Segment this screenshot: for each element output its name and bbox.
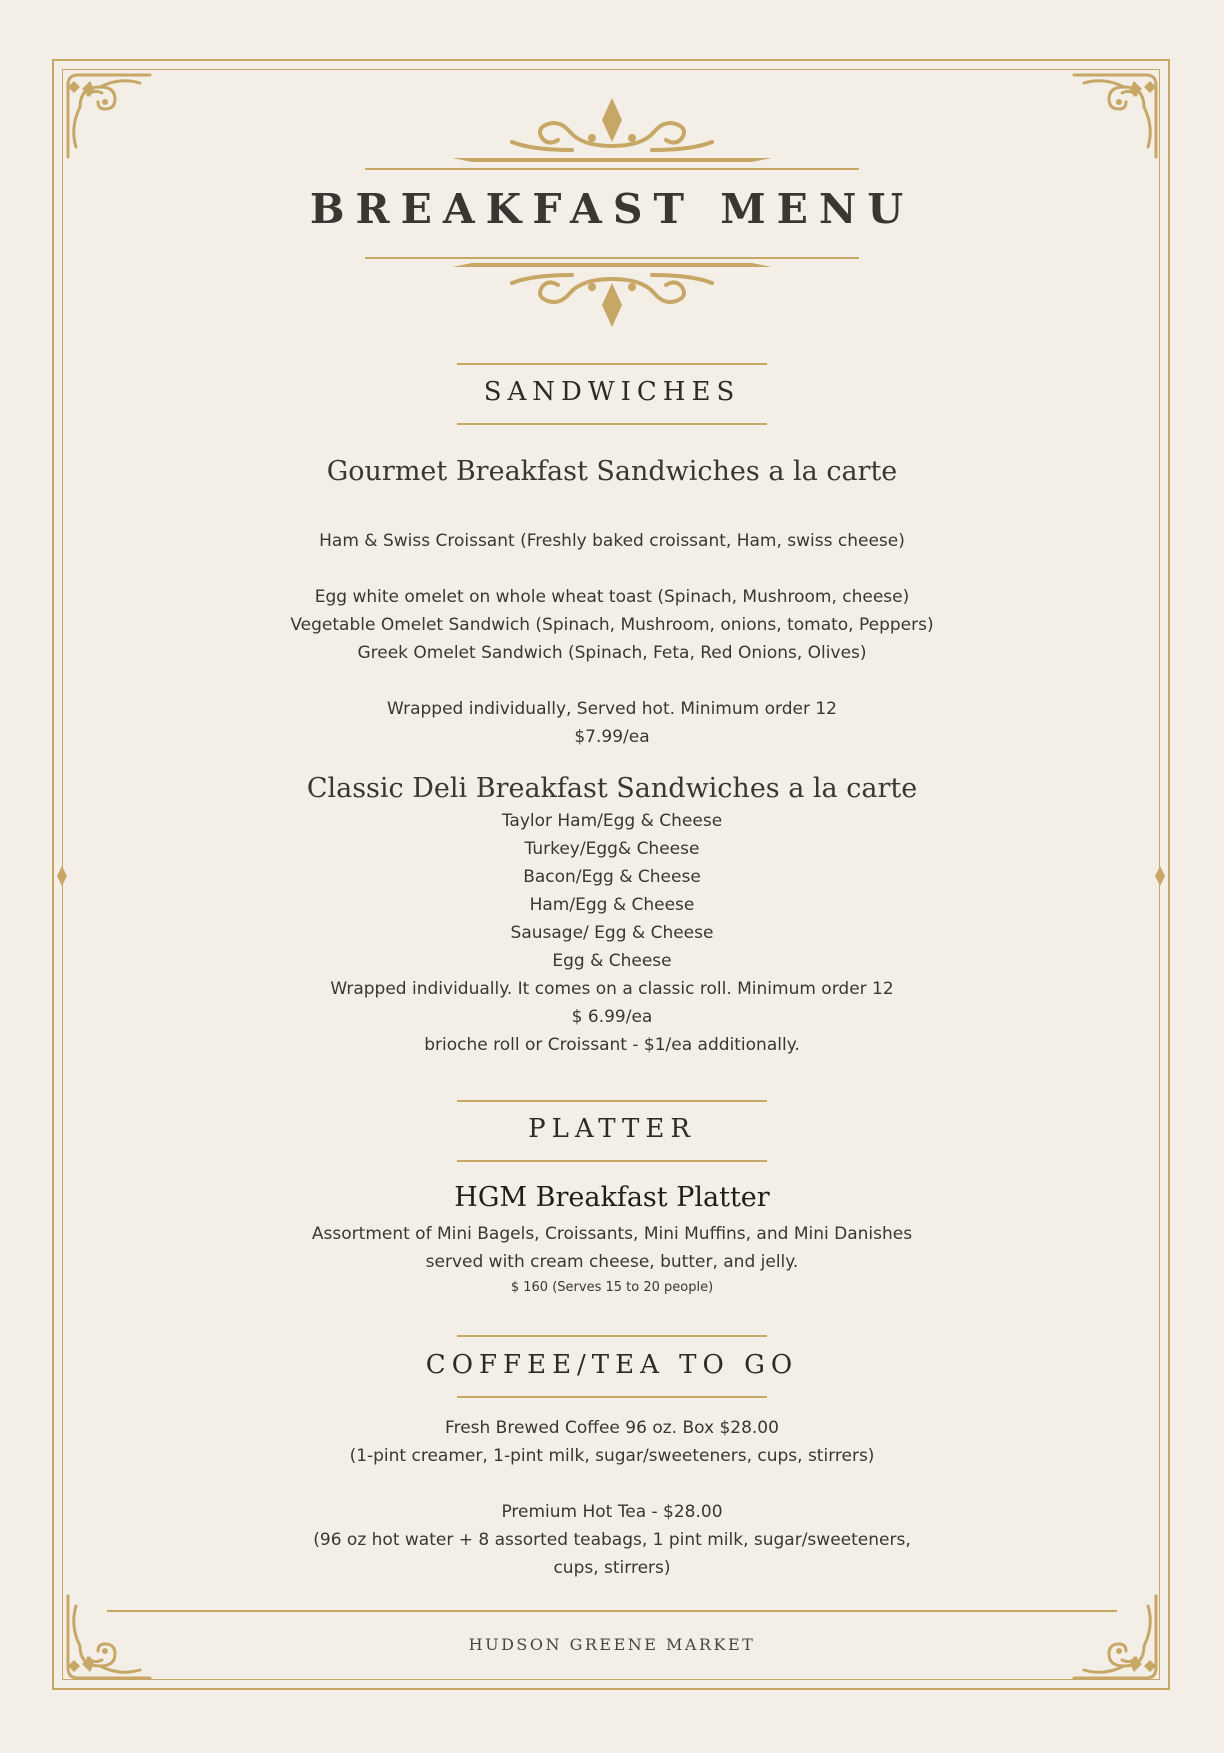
- classic-note: Wrapped individually. It comes on a classic roll. Minimum order 12: [330, 979, 894, 999]
- section-rule: [457, 423, 767, 425]
- title-ornament-icon: [452, 98, 772, 168]
- footer-rule: [107, 1610, 1117, 1612]
- gourmet-note: Wrapped individually, Served hot. Minimum order 12: [387, 699, 837, 719]
- menu-item: Sausage/ Egg & Cheese: [510, 923, 714, 943]
- menu-item: Turkey/Egg& Cheese: [524, 839, 700, 859]
- section-rule: [457, 1396, 767, 1398]
- coffee-item: Fresh Brewed Coffee 96 oz. Box $28.00: [445, 1418, 779, 1438]
- platter-description: served with cream cheese, butter, and jelly.: [425, 1252, 799, 1272]
- classic-sandwiches-title: Classic Deli Breakfast Sandwiches a la carte: [306, 773, 918, 804]
- section-heading-sandwiches: SANDWICHES: [483, 377, 741, 407]
- footer-brand: HUDSON GREENE MARKET: [468, 1635, 756, 1654]
- platter-price: $ 160 (Serves 15 to 20 people): [510, 1280, 714, 1295]
- menu-item: Vegetable Omelet Sandwich (Spinach, Mushroom, onions, tomato, Peppers): [290, 615, 934, 635]
- section-rule: [457, 363, 767, 365]
- section-heading-coffee-tea: COFFEE/TEA TO GO: [425, 1350, 799, 1380]
- corner-flourish-icon: [1064, 67, 1164, 167]
- tea-detail: (96 oz hot water + 8 assorted teabags, 1 pint milk, sugar/sweeteners,: [313, 1530, 911, 1550]
- title-ornament-icon: [452, 257, 772, 327]
- section-rule: [457, 1100, 767, 1102]
- menu-item: Bacon/Egg & Cheese: [523, 867, 701, 887]
- tea-item: Premium Hot Tea - $28.00: [501, 1502, 723, 1522]
- classic-price: $ 6.99/ea: [571, 1007, 653, 1027]
- page-title: BREAKFAST MENU: [309, 185, 915, 233]
- platter-description: Assortment of Mini Bagels, Croissants, Mini Muffins, and Mini Danishes: [311, 1224, 913, 1244]
- title-rule-top: [365, 168, 859, 170]
- classic-extra: brioche roll or Croissant - $1/ea additionally.: [424, 1035, 800, 1055]
- section-rule: [457, 1160, 767, 1162]
- menu-item: Taylor Ham/Egg & Cheese: [501, 811, 723, 831]
- section-heading-platter: PLATTER: [528, 1114, 696, 1144]
- coffee-detail: (1-pint creamer, 1-pint milk, sugar/sweeteners, cups, stirrers): [349, 1446, 875, 1466]
- menu-item: Greek Omelet Sandwich (Spinach, Feta, Red Onions, Olives): [357, 643, 867, 663]
- menu-item: Egg white omelet on whole wheat toast (Spinach, Mushroom, cheese): [314, 587, 910, 607]
- menu-item: Egg & Cheese: [552, 951, 672, 971]
- tea-detail: cups, stirrers): [553, 1558, 671, 1578]
- corner-flourish-icon: [60, 67, 160, 167]
- section-rule: [457, 1335, 767, 1337]
- gourmet-price: $7.99/ea: [574, 727, 650, 747]
- menu-item: Ham & Swiss Croissant (Freshly baked croissant, Ham, swiss cheese): [319, 531, 905, 551]
- platter-title: HGM Breakfast Platter: [454, 1182, 770, 1213]
- gourmet-sandwiches-title: Gourmet Breakfast Sandwiches a la carte: [326, 456, 898, 487]
- menu-item: Ham/Egg & Cheese: [529, 895, 695, 915]
